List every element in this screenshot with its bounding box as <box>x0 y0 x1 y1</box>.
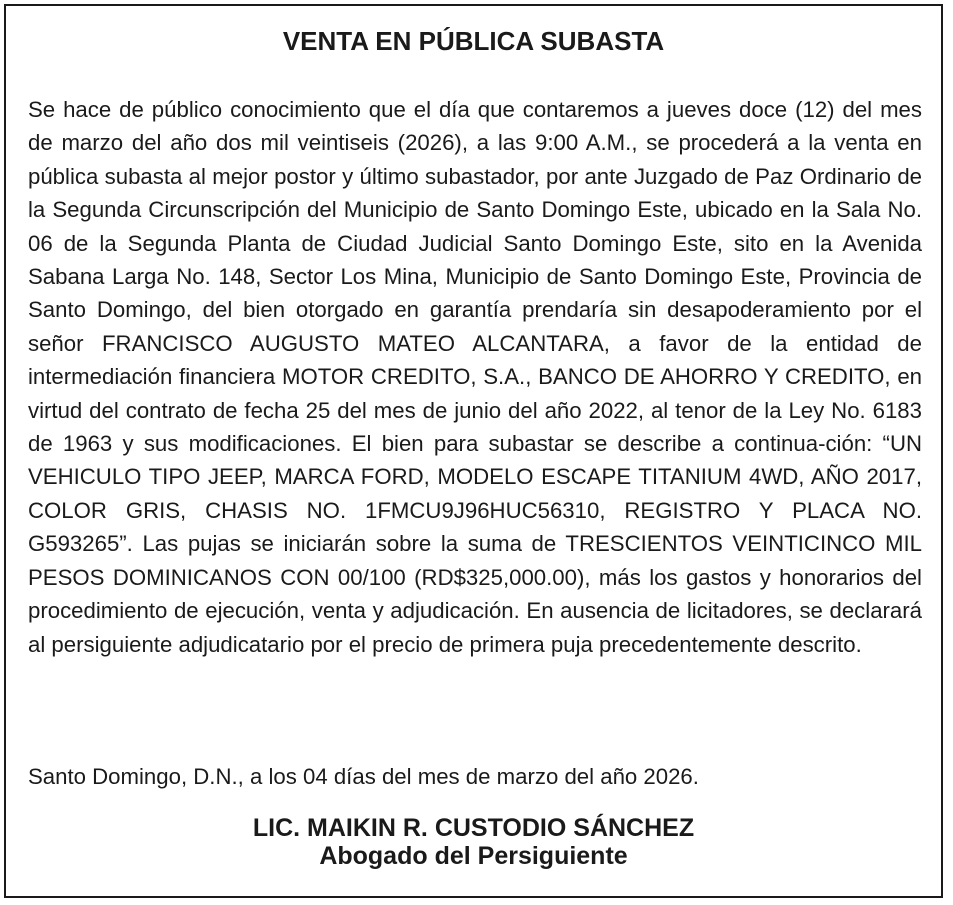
notice-date-line: Santo Domingo, D.N., a los 04 días del mes de marzo del año 2026. <box>28 764 699 789</box>
notice-body: Se hace de público conocimiento que el día que contaremos a jueves doce (12) del mes de marzo del año dos mil veintiseis (2026), a las 9:00 A.M., se procederá a la venta en pública subasta al mejor postor y último subastador, por ante Juzgado de Paz Ordinario de la Segunda Circunscripción del Municipio de Santo Domingo Este, ubicado en la Sala No. 06 de la Segunda Planta de Ciudad Judicial Santo Domingo Este, sito en la Avenida Sabana Larga No. 148, Sector Los Mina, Municipio de Santo Domingo Este, Provincia de Santo Domingo, del bien otorgado en garantía prendaría sin desapoderamiento por el señor FRANCISCO AUGUSTO MATEO ALCANTARA, a favor de la entidad de intermediación financiera MOTOR CREDITO, S.A., BANCO DE AHORRO Y CREDITO, en virtud del contrato de fecha 25 del mes de junio del año 2022, al tenor de la Ley No. 6183 de 1963 y sus modificaciones. El bien para subastar se describe a continua-ción: “UN VEHICULO TIPO JEEP, MARCA FORD, MODELO ESCAPE TITANIUM 4WD, AÑO 2017, COLOR GRIS, CHASIS NO. 1FMCU9J96HUC56310, REGISTRO Y PLACA NO. G593265”. Las pujas se iniciarán sobre la suma de TRESCIENTOS VEINTICINCO MIL PESOS DOMINICANOS CON 00/100 (RD$325,000.00), más los gastos y honorarios del procedimiento de ejecución, venta y adjudicación. En ausencia de licitadores, se declarará al persiguiente adjudicatario por el precio de primera puja precedentemente descrito. <box>28 97 922 657</box>
legal-notice <box>4 4 943 898</box>
signer-role: Abogado del Persiguiente <box>319 842 628 870</box>
notice-title: VENTA EN PÚBLICA SUBASTA <box>282 26 665 56</box>
signature-block <box>6 814 941 870</box>
signer-name: LIC. MAIKIN R. CUSTODIO SÁNCHEZ <box>252 814 695 842</box>
